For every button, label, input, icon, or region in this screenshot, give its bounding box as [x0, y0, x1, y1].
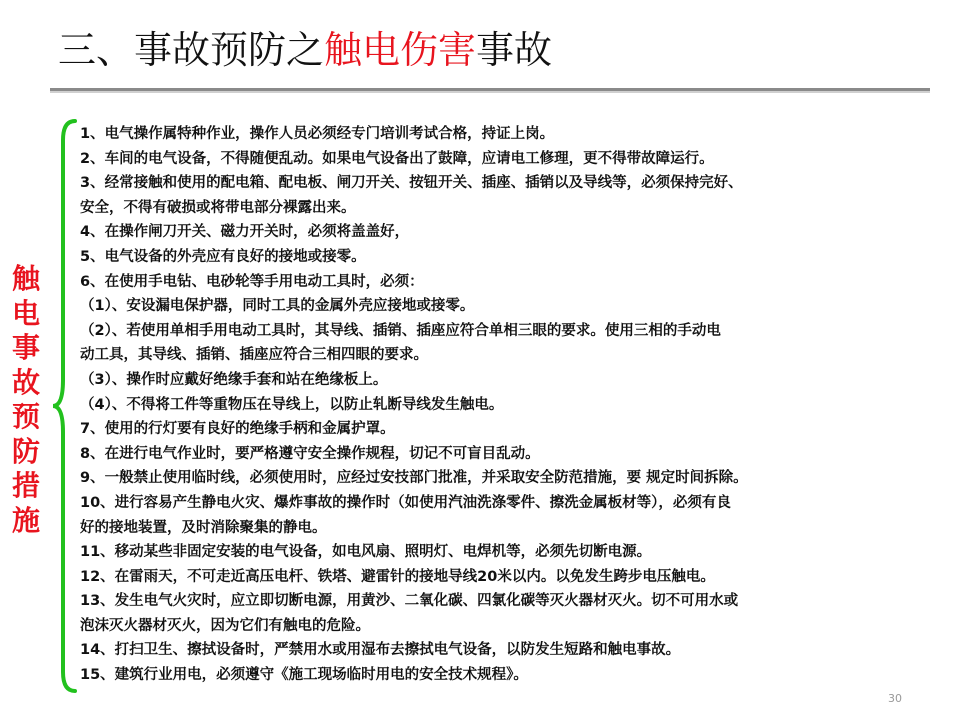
list-item: 8、在进行电气作业时，要严格遵守安全操作规程，切记不可盲目乱动。	[80, 445, 540, 462]
side-label-char: 预	[11, 400, 40, 433]
title-highlight: 触电伤害	[324, 28, 477, 72]
title-part-3: 事故	[476, 28, 553, 72]
list-item: 7、使用的行灯要有良好的绝缘手柄和金属护罩。	[80, 421, 395, 438]
list-item: 11、移动某些非固定安装的电气设备，如电风扇、照明灯、电焊机等，必须先切断电源。	[80, 544, 652, 561]
page-number: 30	[888, 692, 902, 705]
title-part-1: 三、事故预防之	[58, 28, 325, 72]
measures-list	[80, 122, 940, 688]
side-label-char: 故	[11, 365, 40, 399]
side-label-char: 事	[11, 331, 40, 364]
list-item: 动工具，其导线、插销、插座应符合三相四眼的要求。	[80, 347, 428, 364]
list-item: 3、经常接触和使用的配电箱、配电板、闸刀开关、按钮开关、插座、插销以及导线等，必须保持完好、	[80, 175, 743, 192]
list-item: 15、建筑行业用电，必须遵守《施工现场临时用电的安全技术规程》。	[80, 667, 528, 684]
curly-brace	[50, 118, 80, 694]
side-label-char: 触	[11, 262, 40, 295]
list-item: （1）、安设漏电保护器，同时工具的金属外壳应接地或接零。	[80, 298, 475, 315]
title-divider-shadow	[50, 91, 930, 93]
list-item: （3）、操作时应戴好绝缘手套和站在绝缘板上。	[80, 371, 388, 388]
side-label-char: 防	[11, 434, 40, 468]
list-item: 2、车间的电气设备，不得随便乱动。如果电气设备出了鼓障，应请电工修理，更不得带故障运行。	[80, 150, 714, 167]
list-item: 12、在雷雨天，不可走近高压电杆、铁塔、避雷针的接地导线20米以内。以免发生跨步电压触电。	[80, 568, 715, 585]
slide-title	[58, 20, 552, 80]
list-item: 1、电气操作属特种作业，操作人员必须经专门培训考试合格，持证上岗。	[80, 126, 555, 142]
list-item: （4）、不得将工件等重物压在导线上，以防止轧断导线发生触电。	[80, 396, 504, 413]
side-label-char: 措	[11, 469, 40, 502]
list-item: 5、电气设备的外壳应有良好的接地或接零。	[80, 248, 366, 265]
list-item: 13、发生电气火灾时，应立即切断电源，用黄沙、二氧化碳、四氯化碳等灭火器材灭火。切不可用水或	[80, 593, 739, 610]
side-label-char: 电	[11, 296, 40, 330]
side-label-char: 施	[11, 503, 40, 537]
list-item: 安全，不得有破损或将带电部分裸露出来。	[80, 199, 356, 216]
list-item: （2）、若使用单相手用电动工具时，其导线、插销、插座应符合单相三眼的要求。使用三相的手动电	[80, 322, 721, 339]
list-item: 4、在操作闸刀开关、磁力开关时，必须将盖盖好，	[80, 224, 410, 241]
list-item: 好的接地装置，及时消除聚集的静电。	[80, 519, 327, 536]
list-item: 10、进行容易产生静电火灾、爆炸事故的操作时（如使用汽油洗涤零件、擦洗金属板材等），必须有良	[80, 494, 731, 511]
side-label	[8, 262, 44, 538]
list-item: 9、一般禁止使用临时线，必须使用时，应经过安技部门批准，并采取安全防范措施，要 规定时间拆除。	[80, 470, 748, 487]
list-item: 泡沫灭火器材灭火，因为它们有触电的危险。	[80, 617, 370, 634]
list-item: 14、打扫卫生、擦拭设备时，严禁用水或用湿布去擦拭电气设备，以防发生短路和触电事故。	[80, 642, 681, 659]
list-item: 6、在使用手电钻、电砂轮等手用电动工具时，必须：	[80, 273, 424, 290]
